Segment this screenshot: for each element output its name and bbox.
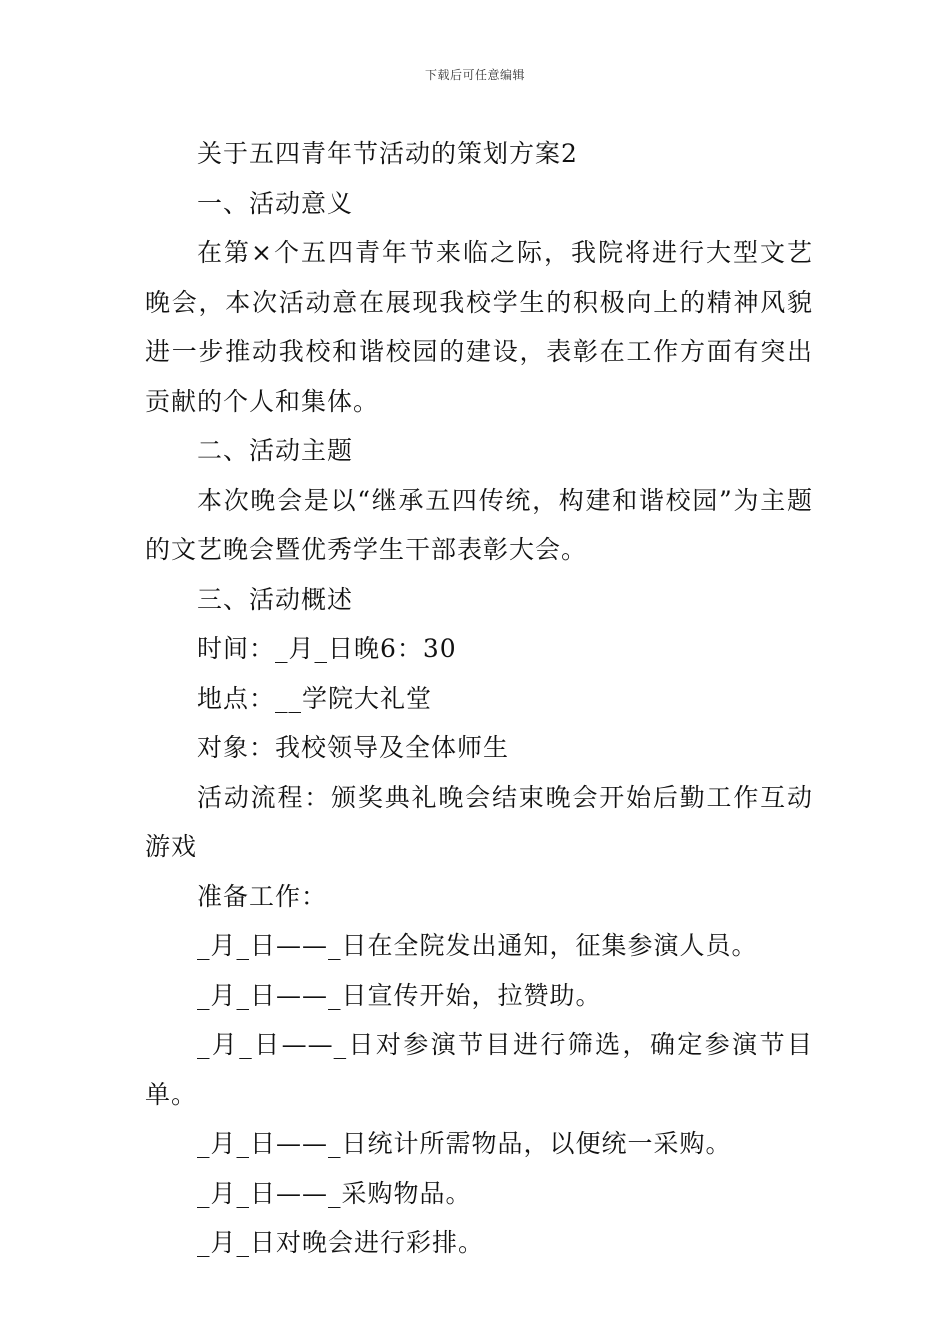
paragraph-theme: 本次晚会是以“继承五四传统，构建和谐校园”为主题的文艺晚会暨优秀学生干部表彰大会。 [145,485,813,564]
paragraph-time: 时间：_月_日晚6：30 [197,634,457,663]
paragraph-significance: 在第×个五四青年节来临之际，我院将进行大型文艺晚会，本次活动意在展现我校学生的积极向上的精神风貌进一步推动我校和谐校园的建设，表彰在工作方面有突出贡献的个人和集体。 [145,238,813,416]
schedule-item-3: _月_日——_日对参演节目进行筛选，确定参演节目单。 [145,1030,813,1109]
schedule-item-6: _月_日对晚会进行彩排。 [197,1228,485,1257]
paragraph-audience: 对象：我校领导及全体师生 [197,733,510,762]
section-heading-3: 三、活动概述 [197,584,354,614]
section-heading-2: 二、活动主题 [197,436,354,465]
document-title: 关于五四青年节活动的策划方案2 [197,139,578,168]
section-heading-1: 一、活动意义 [197,188,354,218]
schedule-item-4: _月_日——_日统计所需物品，以便统一采购。 [197,1129,732,1158]
document-body [145,129,813,1268]
paragraph-location: 地点：__学院大礼堂 [197,683,433,713]
schedule-item-2: _月_日——_日宣传开始，拉赞助。 [197,980,602,1010]
schedule-item-1: _月_日——_日在全院发出通知，征集参演人员。 [197,931,758,960]
paragraph-process: 活动流程：颁奖典礼晚会结束晚会开始后勤工作互动游戏 [145,782,813,861]
paragraph-preparation: 准备工作： [197,881,328,911]
schedule-item-5: _月_日——_采购物品。 [197,1178,472,1208]
header-note: 下载后可任意编辑 [424,68,525,82]
